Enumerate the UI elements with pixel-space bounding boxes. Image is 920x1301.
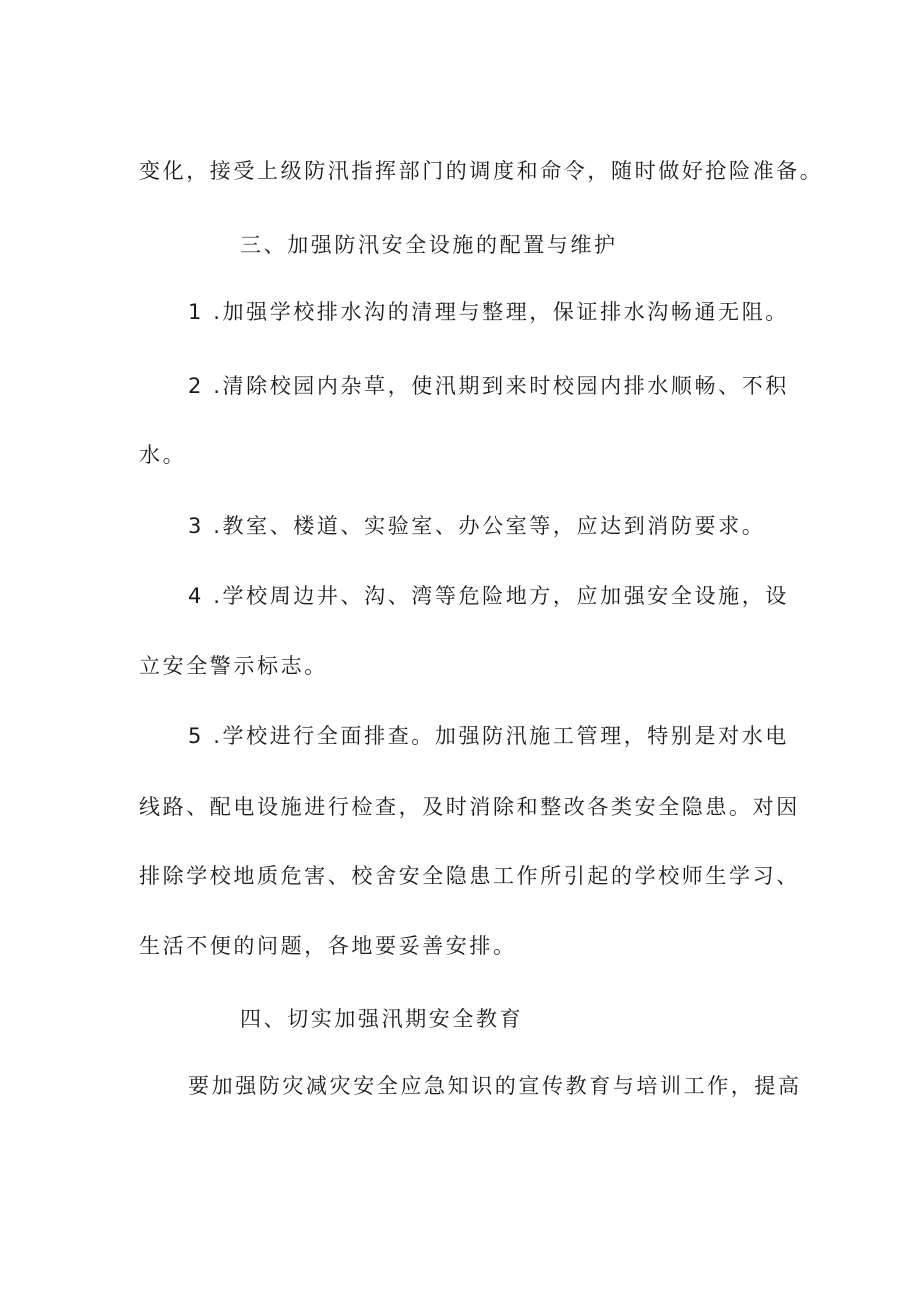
list-item-5-continuation-2: 排除学校地质危害、校舍安全隐患工作所引起的学校师生学习、: [139, 864, 800, 888]
list-item-4-continuation: 立安全警示标志。: [139, 654, 328, 678]
list-item-5-continuation-1: 线路、配电设施进行检查，及时消除和整改各类安全隐患。对因: [139, 795, 800, 819]
list-item-5-continuation-3: 生活不便的问题，各地要妥善安排。: [139, 934, 517, 958]
paragraph-line: 要加强防灾减灾安全应急知识的宣传教育与培训工作，提高: [188, 1074, 802, 1098]
section-heading-4: 四、切实加强汛期安全教育: [240, 1007, 524, 1031]
paragraph-line-continuation: 变化，接受上级防汛指挥部门的调度和命令，随时做好抢险准备。: [139, 159, 824, 183]
list-item-2-continuation: 水。: [139, 443, 187, 467]
list-item-4: 4 .学校周边井、沟、湾等危险地方，应加强安全设施，设: [188, 584, 789, 608]
list-item-2: 2 .清除校园内杂草，使汛期到来时校园内排水顺畅、不积: [188, 374, 789, 398]
list-item-1: 1 .加强学校排水沟的清理与整理，保证排水沟畅通无阻。: [188, 300, 789, 324]
section-heading-3: 三、加强防汛安全设施的配置与维护: [240, 233, 618, 257]
list-item-3: 3 .教室、楼道、实验室、办公室等，应达到消防要求。: [188, 514, 766, 538]
list-item-5: 5 .学校进行全面排查。加强防汛施工管理，特别是对水电: [188, 724, 789, 748]
